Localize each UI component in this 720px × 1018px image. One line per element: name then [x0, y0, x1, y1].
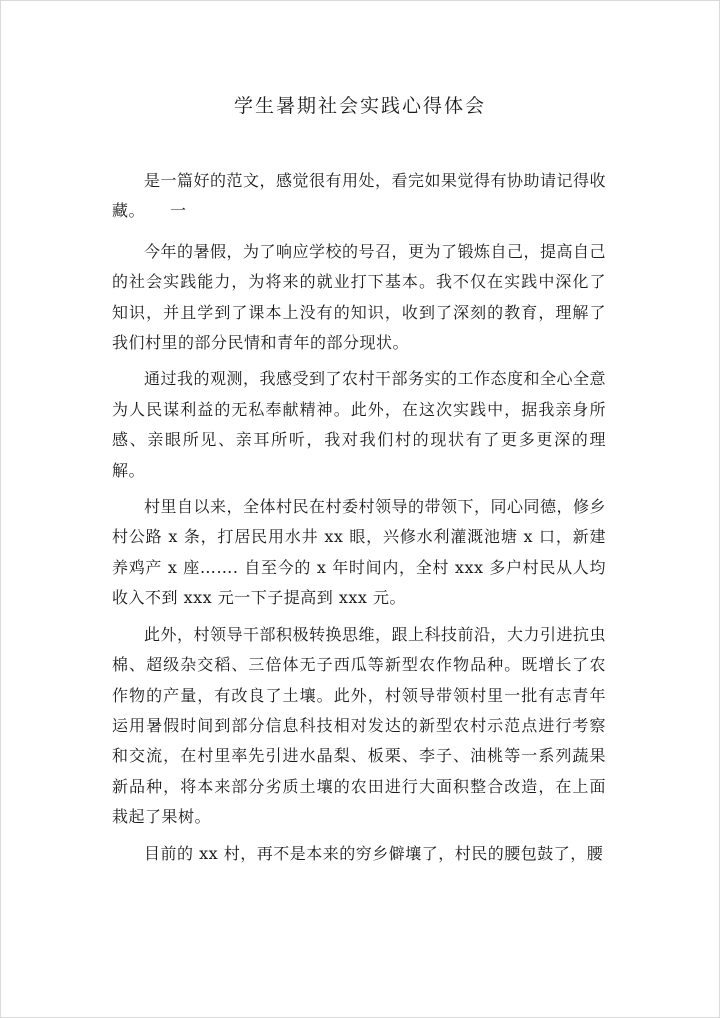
paragraph-intro: 是一篇好的范文，感觉很有用处，看完如果觉得有协助请记得收藏。 一 — [112, 171, 607, 221]
document-title: 学生暑期社会实践心得体会 — [233, 95, 486, 117]
paragraph-observation: 通过我的观测，我感受到了农村干部务实的工作态度和全心全意为人民谋利益的无私奉献精神。此外，在这次实践中，据我亲身所感、亲眼所见、亲耳所听，我对我们村的现状有了更多更深的理解。 — [112, 369, 607, 480]
paragraph-agriculture: 此外，村领导干部积极转换思维，跟上科技前沿，大力引进抗虫棉、超级杂交稻、三倍体无子西瓜等新型农作物品种。既增长了农作物的产量，有改良了土壤。此外，村领导带领村里一批有志青年运用暑假时间到部分信息科技相对发达的新型农村示范点进行考察和交流，在村里率先引进水晶梨、板栗、李子、油桃等一系列蔬果新品种，将本来部分劣质土壤的农田进行大面积整合改造，在上面栽起了果树。 — [112, 624, 607, 827]
paragraph-current-village: 目前的 xx 村，再不是本来的穷乡僻壤了，村民的腰包鼓了，腰 — [144, 843, 604, 863]
document-body — [112, 166, 606, 875]
paragraph-summer-practice: 今年的暑假，为了响应学校的号召，更为了锻炼自己，提高自己的社会实践能力，为将来的就业打下基本。我不仅在实践中深化了知识，并且学到了课本上没有的知识，收到了深刻的教育，理解了我们村里的部分民情和青年的部分现状。 — [112, 241, 607, 353]
paragraph-village-progress: 村里自以来，全体村民在村委村领导的带领下，同心同德，修乡村公路 x 条，打居民用水井 xx 眼，兴修水利灌溉池塘 x 口，新建养鸡产 x 座……. 自至今的 x 年时间内，全村 xxx 多户村民从人均收入不到 xxx 元一下子提高到 xxx 元。 — [112, 497, 607, 608]
